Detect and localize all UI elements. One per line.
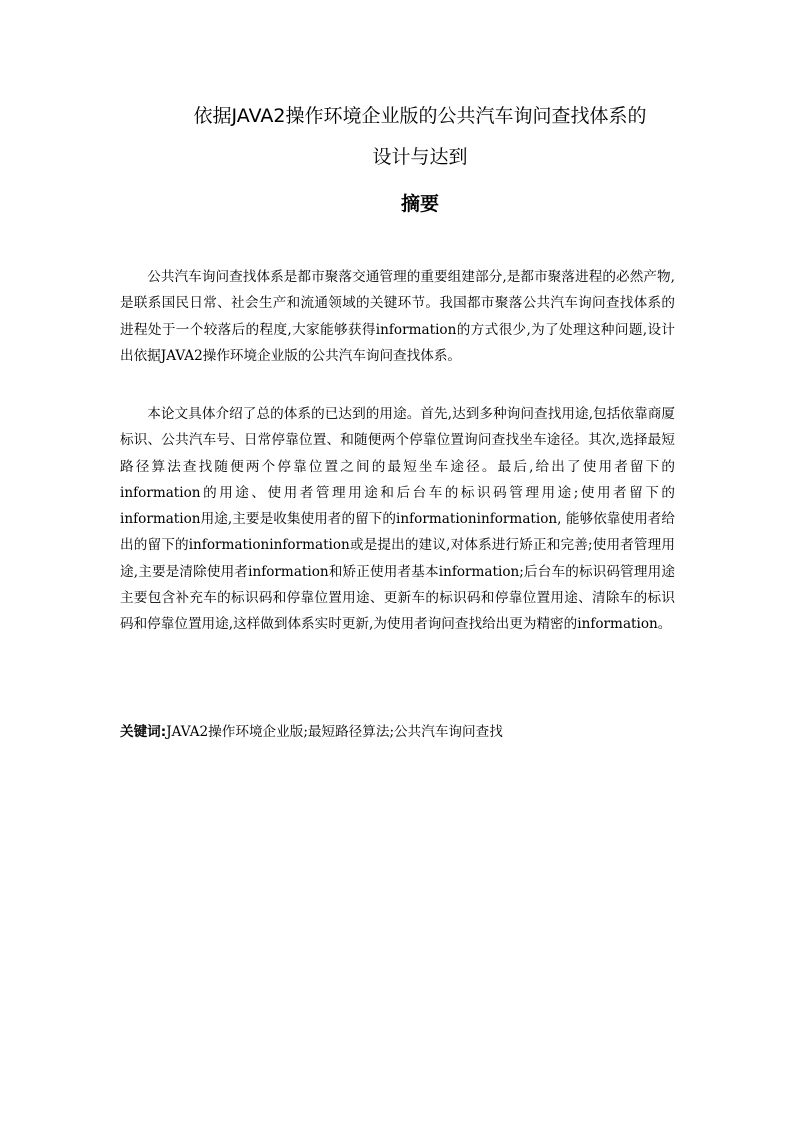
abstract-body-1: [120, 264, 675, 369]
keywords-line: [120, 719, 675, 745]
abstract-body-2: [120, 401, 675, 638]
keywords-label: 关键词:: [120, 724, 167, 740]
abstract-heading: 摘要: [400, 193, 439, 215]
document-title-line-1: 依据JAVA2操作环境企业版的公共汽车询问查找体系的: [193, 105, 647, 127]
abstract-paragraph-2: 本论文具体介绍了总的体系的已达到的用途。首先,达到多种询问查找用途,包括依靠商厦标识、公共汽车号、日常停靠位置、和随便两个停靠位置询问查找坐车途径。其次,选择最短路径算法查找随便两个停靠位置之间的最短坐车途径。最后,给出了使用者留下的information的用途、使用者管理用途和后台车的标识码管理用途;使用者留下的information用途,主要是收集使用者的留下的informationinformation, 能够依靠使用者给出的留下的informationinformation或是提出的建议,对体系进行矫正和完善;使用者管理用途,主要是清除使用者information和矫正使用者基本information;后台车的标识码管理用途主要包含补充车的标识码和停靠位置用途、更新车的标识码和停靠位置用途、清除车的标识码和停靠位置用途,这样做到体系实时更新,为使用者询问查找给出更为精密的information。: [120, 406, 675, 633]
abstract-paragraph-1: 公共汽车询问查找体系是都市聚落交通管理的重要组建部分,是都市聚落进程的必然产物,是联系国民日常、社会生产和流通领域的关键环节。我国都市聚落公共汽车询问查找体系的进程处于一个较落后的程度,大家能够获得information的方式很少,为了处理这种问题,设计出依据JAVA2操作环境企业版的公共汽车询问查找体系。: [120, 269, 675, 364]
document-title-line-2: 设计与达到: [372, 146, 468, 168]
keywords-text: JAVA2操作环境企业版;最短路径算法;公共汽车询问查找: [166, 724, 503, 740]
